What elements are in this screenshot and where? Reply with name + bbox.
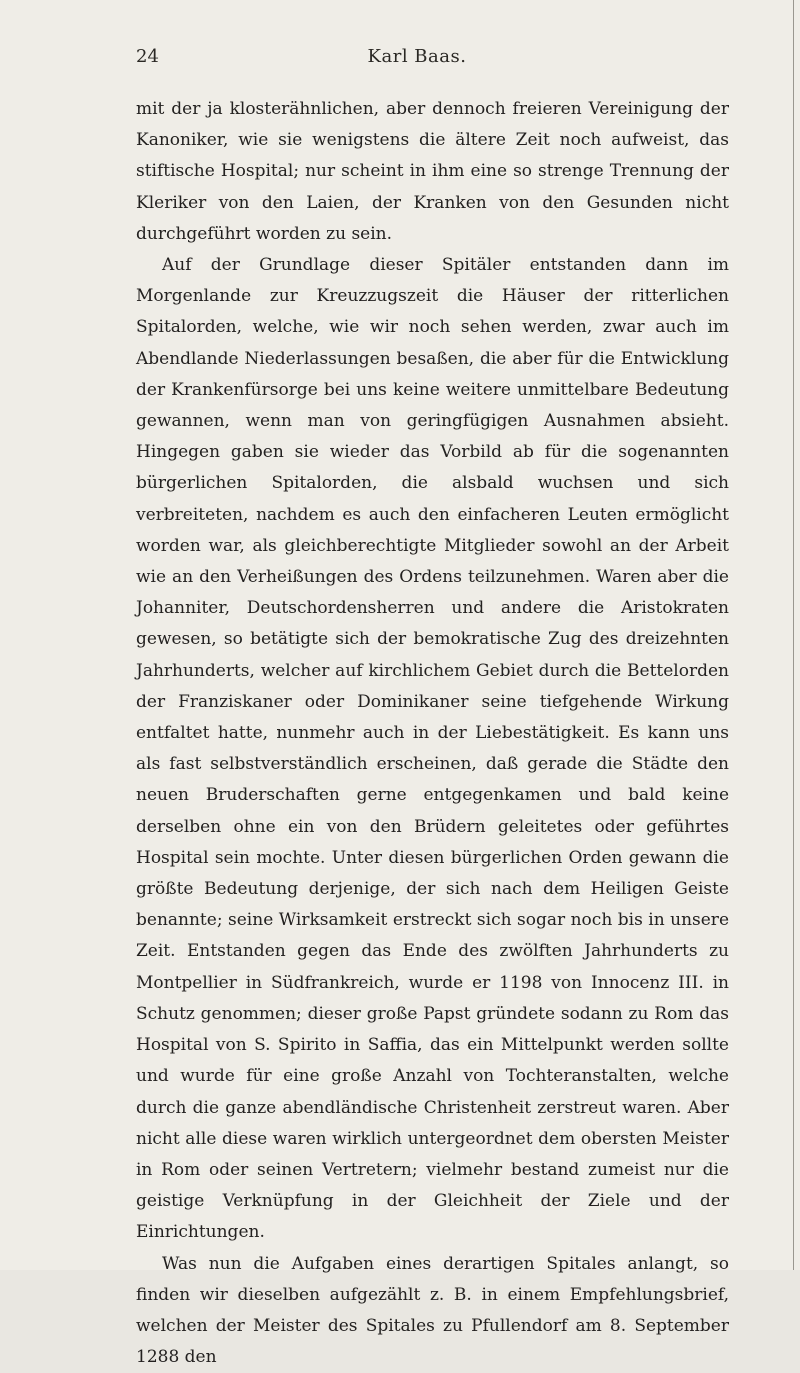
page-edge-line — [793, 0, 794, 1270]
page-header — [104, 46, 730, 70]
running-title: Karl Baas. — [367, 46, 467, 67]
body-text — [136, 94, 729, 1373]
page-number: 24 — [136, 46, 159, 67]
paragraph-2: Auf der Grundlage dieser Spitäler entstanden dann im Morgenlande zur Kreuzzugszeit die Häuser der ritterlichen Spitalorden, welche, wie wir noch sehen werden, zwar auch im Abendlande Niederlassungen besaßen, die aber für die Entwicklung der Krankenfürsorge bei uns keine weitere unmittelbare Bedeutung gewannen, wenn man von geringfügigen Ausnahmen absieht. Hingegen gaben sie wieder das Vorbild ab für die sogenannten bürgerlichen Spitalorden, die alsbald wuchsen und sich verbreiteten, nachdem es auch den einfacheren Leuten ermöglicht worden war, als gleichberechtigte Mitglieder sowohl an der Arbeit wie an den Verheißungen des Ordens teilzunehmen. Waren aber die Johanniter, Deutschordensherren und andere die Aristokraten gewesen, so betätigte sich der bemokratische Zug des dreizehnten Jahrhunderts, welcher auf kirchlichem Gebiet durch die Bettelorden der Franziskaner oder Dominikaner seine tiefgehende Wirkung entfaltet hatte, nunmehr auch in der Liebestätigkeit. Es kann uns als fast selbstverständlich erscheinen, daß gerade die Städte den neuen Bruderschaften gerne entgegenkamen und bald keine derselben ohne ein von den Brüdern geleitetes oder geführtes Hospital sein mochte. Unter diesen bürgerlichen Orden gewann die größte Bedeutung derjenige, der sich nach dem Heiligen Geiste benannte; seine Wirksamkeit erstreckt sich sogar noch bis in unsere Zeit. Entstanden gegen das Ende des zwölften Jahrhunderts zu Montpellier in Südfrankreich, wurde er 1198 von Innocenz III. in Schutz genommen; dieser große Papst gründete sodann zu Rom das Hospital von S. Spirito in Saffia, das ein Mittelpunkt werden sollte und wurde für eine große Anzahl von Tochteranstalten, welche durch die ganze abendländische Christenheit zerstreut waren. Aber nicht alle diese waren wirklich untergeordnet dem obersten Meister in Rom oder seinen Vertretern; vielmehr bestand zumeist nur die geistige Verknüpfung in der Gleichheit der Ziele und der Einrichtungen. — [136, 255, 729, 1243]
paragraph-1: mit der ja klosterähnlichen, aber dennoch freieren Vereinigung der Kanoniker, wie sie wenigstens die ältere Zeit noch aufweist, das stiftische Hospital; nur scheint in ihm eine so strenge Trennung der Kleriker von den Laien, der Kranken von den Gesunden nicht durchgeführt worden zu sein. — [136, 99, 729, 244]
paragraph-3: Was nun die Aufgaben eines derartigen Spitales anlangt, so finden wir dieselben aufgezählt z. B. in einem Empfehlungsbrief, welchen der Meister des Spitales zu Pfullendorf am 8. September 1288 den — [136, 1253, 729, 1368]
